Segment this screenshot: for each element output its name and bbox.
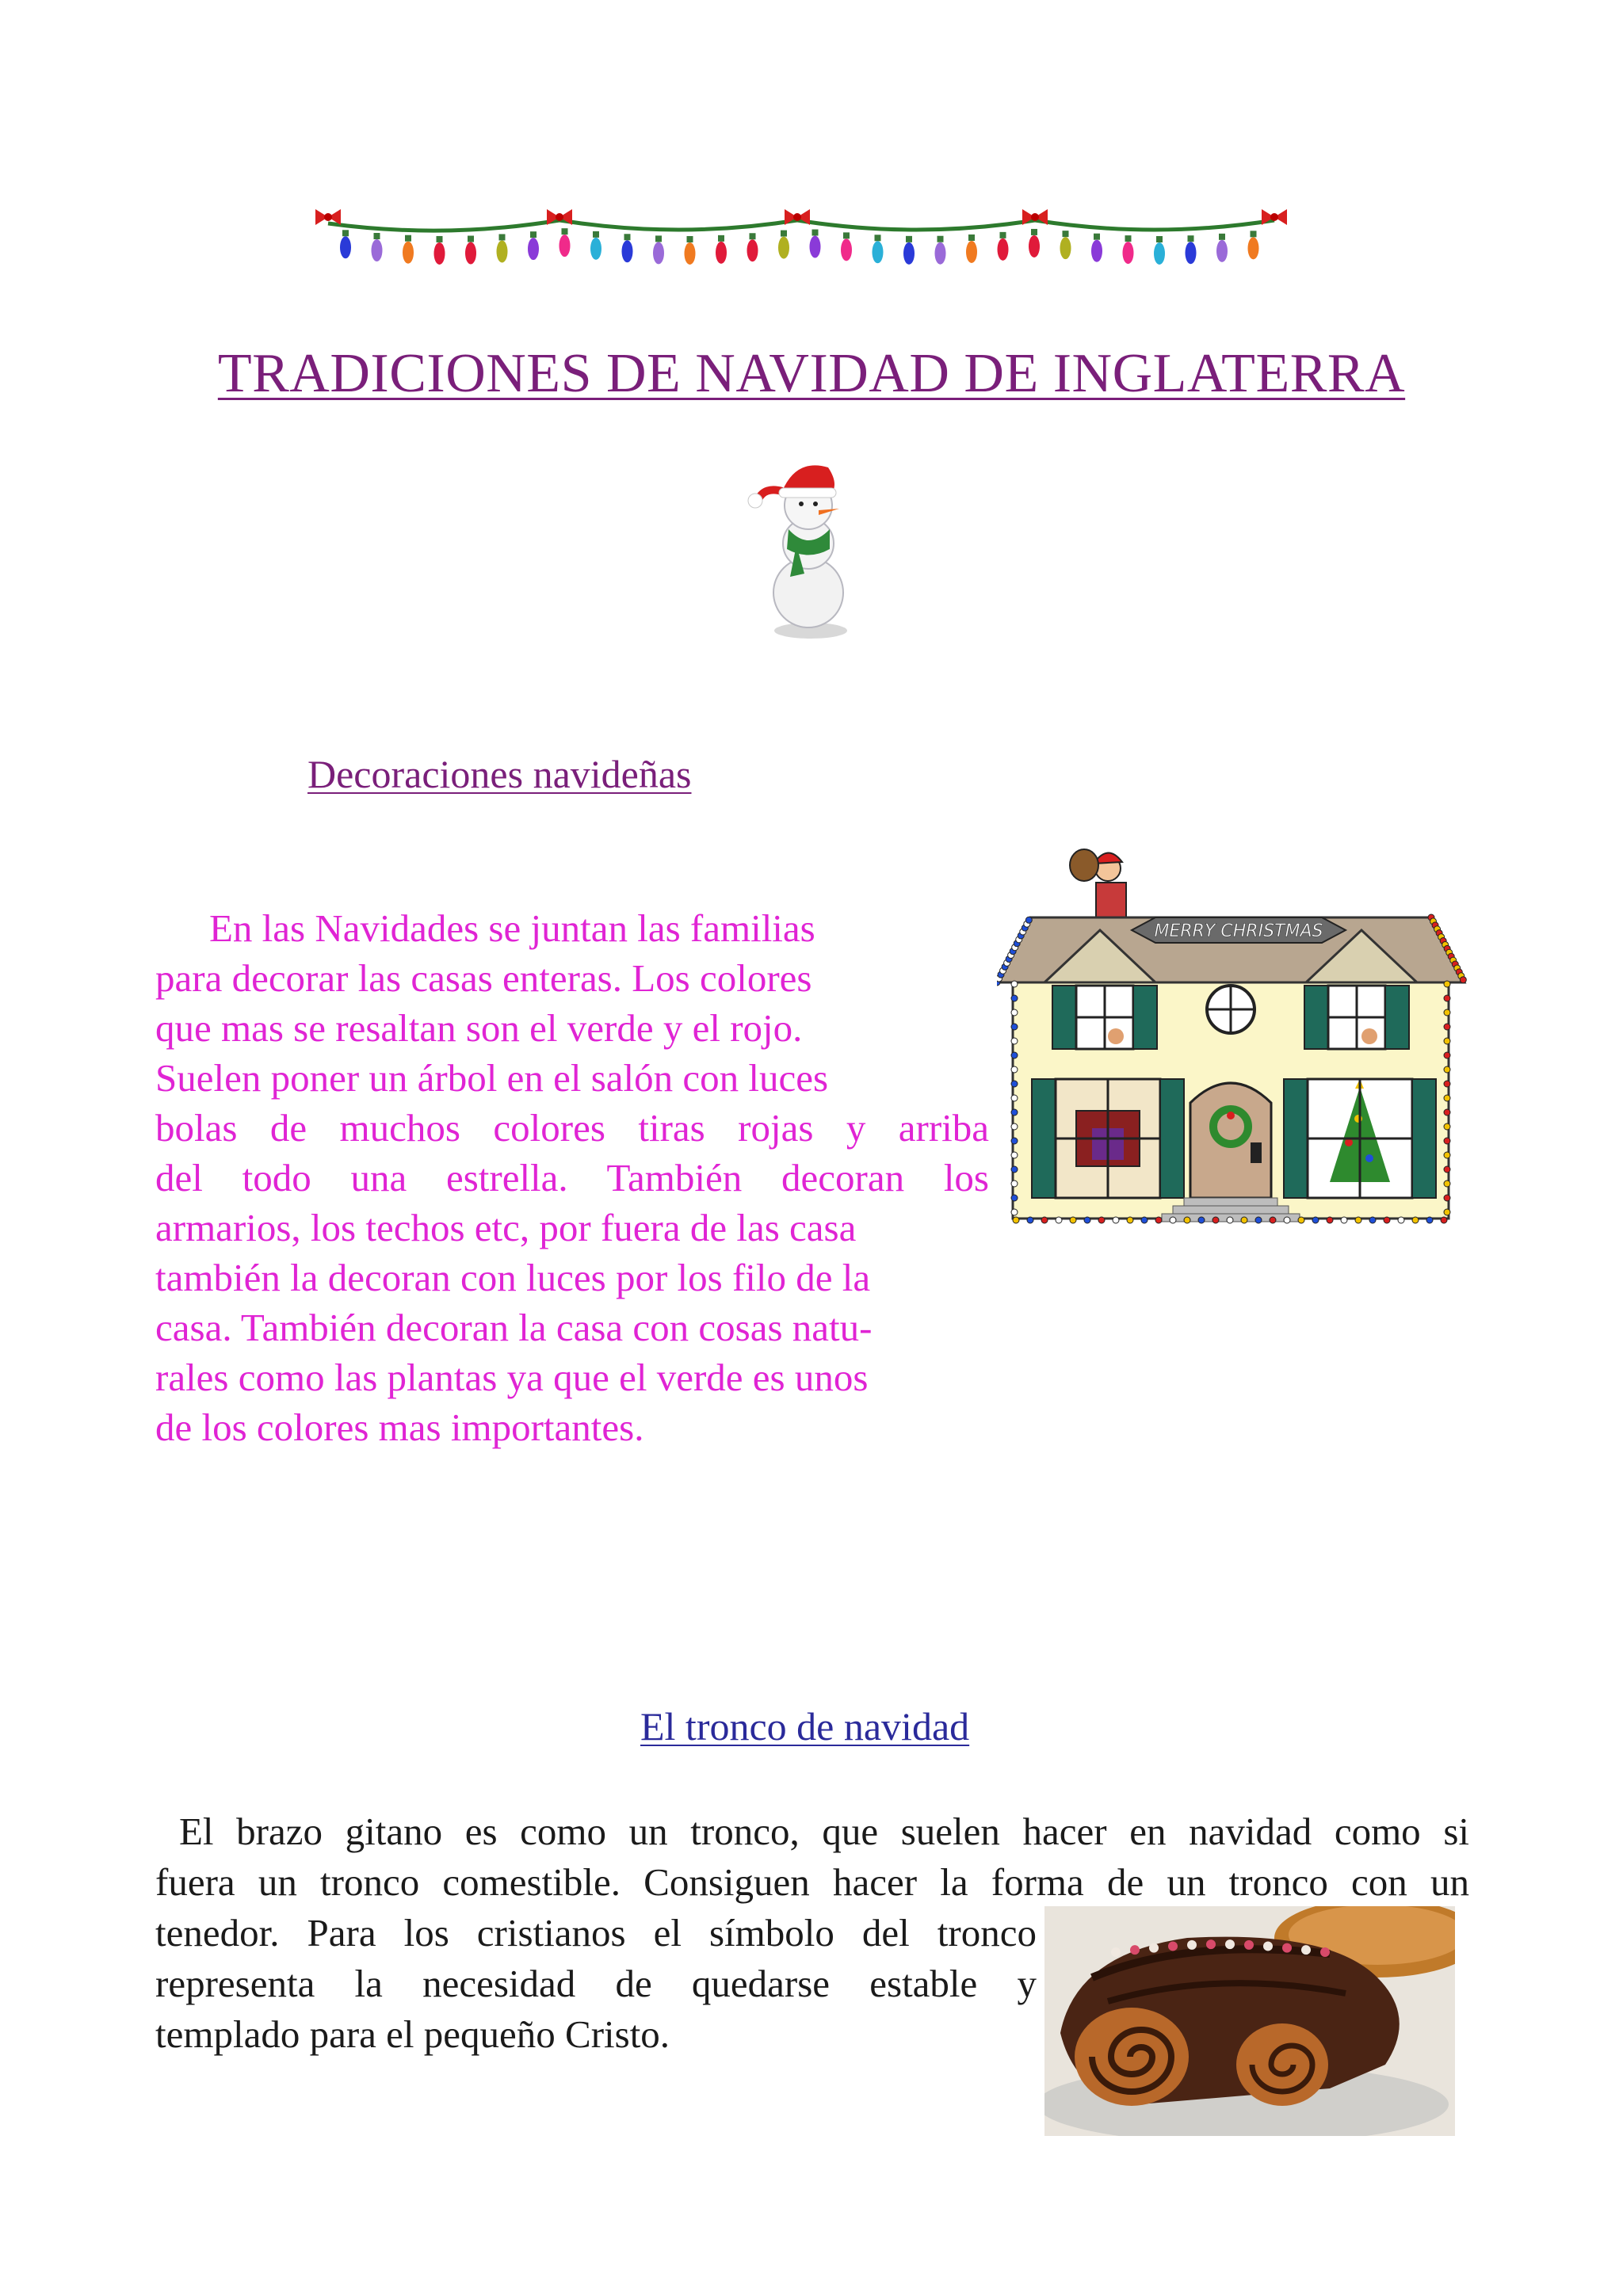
decorated-house-image bbox=[997, 841, 1472, 1269]
paragraph-line: tenedor. Para los cristianos el símbolo del tronco bbox=[155, 1911, 1037, 1955]
snowman-icon bbox=[741, 450, 868, 640]
paragraph-line: del todo una estrella. También decoran los bbox=[155, 1156, 989, 1199]
paragraph-line: casa. También decoran la casa con cosas natu- bbox=[155, 1306, 873, 1349]
paragraph-line: Suelen poner un árbol en el salón con luces bbox=[155, 1056, 829, 1100]
paragraph-line: para decorar las casas enteras. Los colores bbox=[155, 956, 812, 1000]
paragraph-line: El brazo gitano es como un tronco, que suelen hacer en navidad como si bbox=[179, 1810, 1469, 1853]
paragraph-line: templado para el pequeño Cristo. bbox=[155, 2012, 670, 2056]
christmas-lights-garland bbox=[314, 206, 1289, 279]
paragraph-line: rales como las plantas ya que el verde es unos bbox=[155, 1356, 869, 1399]
paragraph-line: también la decoran con luces por los filo de la bbox=[155, 1256, 871, 1299]
paragraph-line: de los colores mas importantes. bbox=[155, 1405, 644, 1449]
section-heading-tronco: El tronco de navidad bbox=[640, 1704, 970, 1749]
house-banner: MERRY CHRISTMAS bbox=[1154, 921, 1323, 941]
yule-log-cake-image bbox=[1044, 1906, 1455, 2136]
paragraph-line: armarios, los techos etc, por fuera de las casa bbox=[155, 1206, 857, 1249]
paragraph-line: bolas de muchos colores tiras rojas y arriba bbox=[155, 1106, 989, 1150]
paragraph-line: fuera un tronco comestible. Consiguen hacer la forma de un tronco con un bbox=[155, 1860, 1469, 1904]
paragraph-line: En las Navidades se juntan las familias bbox=[209, 906, 815, 950]
section-heading-decoraciones: Decoraciones navideñas bbox=[307, 752, 692, 796]
decoraciones-paragraph bbox=[155, 903, 989, 1452]
page-title: TRADICIONES DE NAVIDAD DE INGLATERRA bbox=[217, 343, 1406, 404]
paragraph-line: representa la necesidad de quedarse estable y bbox=[155, 1962, 1037, 2005]
paragraph-line: que mas se resaltan son el verde y el rojo. bbox=[155, 1006, 803, 1050]
